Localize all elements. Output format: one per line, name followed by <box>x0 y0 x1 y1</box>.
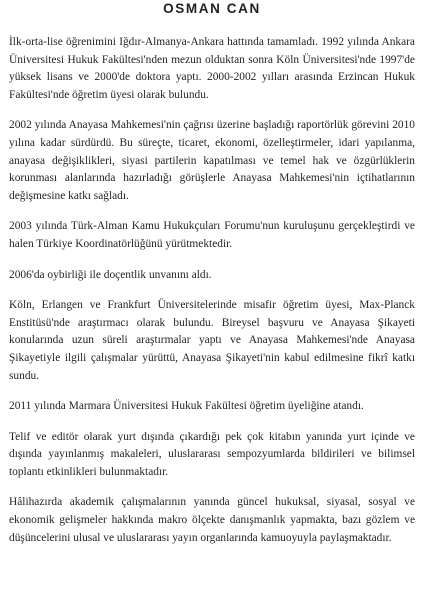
bio-paragraph-constitutional-court: 2002 yılında Anayasa Mahkemesi'nin çağrısı üzerine başladığı raportörlük görevini 2010 yılına kadar sürdürdü. Bu süreçte, ticaret, ekonomi, özelleştirmeler, idari yapılanma, anayasa değişiklikleri, siyasi partilerin kapatılması ve temel hak ve özgürlüklerin korunması alanlarında hazırladığı görüşlerle Anayasa Mahkemesi'nin içtihatlarının değişmesine katkı sağladı. <box>9 119 415 202</box>
bio-paragraph-publications: Telif ve editör olarak yurt dışında çıkardığı pek çok kitabın yanında yurt içinde ve dışında yayınlanmış makaleleri, uluslararası sempozyumlarda bildirileri ve bilimsel toplantı etkinlikleri bulunmaktadır. <box>9 430 415 478</box>
author-name-heading: OSMAN CAN <box>163 1 261 16</box>
bio-paragraph-visiting-research: Köln, Erlangen ve Frankfurt Üniversitelerinde misafir öğretim üyesi, Max-Planck Enstitüsü'nde araştırmacı olarak bulundu. Bireysel başvuru ve Anayasa Şikayeti konularında uzun süreli araştırmalar yaptı ve Anayasa Mahkemesi'nde Anayasa Şikayetiyle ilgili çalışmalar yürüttü, Anayasa Şikayeti'nin kabul edilmesine fikrî katkı sundu. <box>9 299 415 382</box>
bio-paragraph-education: İlk-orta-lise öğrenimini Iğdır-Almanya-Ankara hattında tamamladı. 1992 yılında Ankara Üniversitesi Hukuk Fakültesi'nden mezun olduktan sonra Köln Üniversitesi'nde 1997'de yüksek lisans ve 2000'de doktora yaptı. 2000-2002 yılları arasında Erzincan Hukuk Fakültesi'nde öğretim üyesi olarak bulundu. <box>9 36 415 101</box>
bio-paragraph-forum: 2003 yılında Türk-Alman Kamu Hukukçuları Forumu'nun kuruluşunu gerçekleştirdi ve halen Türkiye Koordinatörlüğünü yürütmektedir. <box>9 220 415 250</box>
bio-paragraph-consulting: Hâlihazırda akademik çalışmalarının yanında güncel hukuksal, siyasal, sosyal ve ekonomik gelişmeler hakkında makro ölçekte danışmanlık yapmakta, bazı gözlem ve düşüncelerini ulusal ve uluslararası yayın organlarında kamuoyuyla paylaşmaktadır. <box>9 496 415 544</box>
bio-paragraph-marmara: 2011 yılında Marmara Üniversitesi Hukuk Fakültesi öğretim üyeliğine atandı. <box>9 400 364 413</box>
bio-paragraph-associate-professor: 2006'da oybirliği ile doçentlik unvanını aldı. <box>9 268 212 281</box>
